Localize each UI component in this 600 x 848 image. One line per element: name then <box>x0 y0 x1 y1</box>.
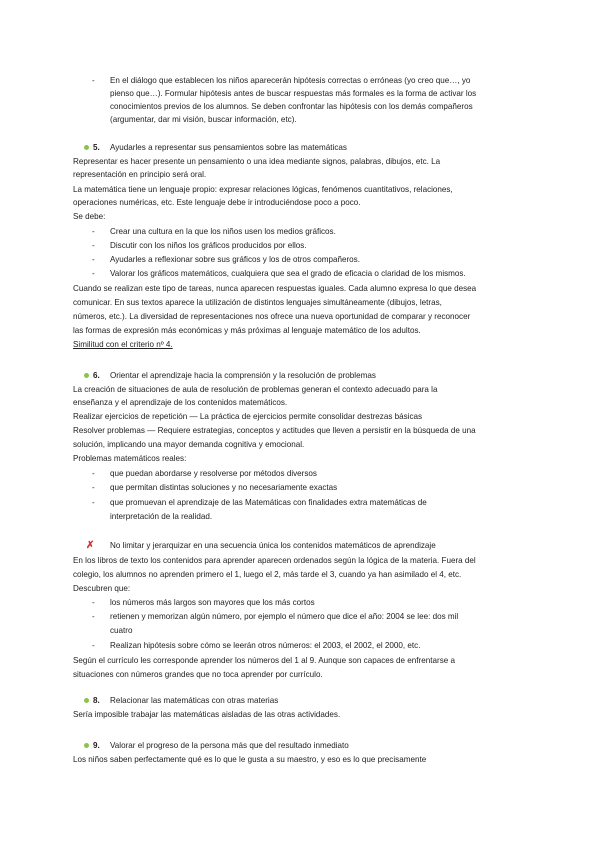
section-5-number: 5. <box>93 143 100 152</box>
s7-list-item: retienen y memorizan algún número, por ejemplo el número que dice el año: 2004 se lee: dos mil <box>110 612 459 621</box>
s5-list-item: Ayudarles a reflexionar sobre sus gráficos y los de otros compañeros. <box>110 255 360 264</box>
s5-p2-line1: La matemática tiene un lenguaje propio: expresar relaciones lógicas, fenómenos cuantitativos, relaciones, <box>73 185 453 194</box>
s5-p3: Se debe: <box>73 212 106 221</box>
dash-marker: - <box>92 469 95 478</box>
s5-p1-line2: representación en principio será oral. <box>73 170 207 179</box>
s5-list-item: Discutir con los niños los gráficos producidos por ellos. <box>110 241 307 250</box>
intro-line-4: (argumentar, dar mi visión, buscar información, etc). <box>110 115 297 124</box>
s6-list-item: que promuevan el aprendizaje de las Matemáticas con finalidades extra matemáticas de <box>110 498 427 507</box>
s7-p2: Descubren que: <box>73 584 131 593</box>
dash-marker: - <box>92 641 95 650</box>
s6-p2: Realizar ejercicios de repetición — La práctica de ejercicios permite consolidar destrezas básicas <box>73 412 423 421</box>
section-6-number: 6. <box>93 371 100 380</box>
s5-p4-line2: comunicar. En sus textos aparece la utilización de distintos lenguajes simultáneamente (dibujos, letras, <box>73 298 442 307</box>
s6-p1-line1: La creación de situaciones de aula de resolución de problemas generan el contexto adecuado para la <box>73 385 438 394</box>
s6-list-item: que puedan abordarse y resolverse por métodos diversos <box>110 469 317 478</box>
dash-marker: - <box>92 269 95 278</box>
dash-marker: - <box>92 598 95 607</box>
dash-marker: - <box>92 241 95 250</box>
dash-marker: - <box>92 76 95 85</box>
section-8-number: 8. <box>93 696 100 705</box>
section-9-bullet-icon <box>84 743 89 748</box>
s5-p2-line2: operaciones numéricas, etc. Este lenguaje debe ir introduciéndose poco a poco. <box>73 198 361 207</box>
s6-p3-line2: solución, implicando una mayor demanda cognitiva y emocional. <box>73 440 305 449</box>
intro-line-3: conocimientos previos de los alumnos. Se deben confrontar las hipótesis con los demás compañeros <box>110 102 473 111</box>
s6-list-item: que permitan distintas soluciones y no necesariamente exactas <box>110 483 338 492</box>
section-5-heading: Ayudarles a representar sus pensamientos sobre las matemáticas <box>110 143 347 152</box>
intro-line-2: pienso que…). Formular hipótesis antes de buscar respuestas más formales es la forma de activar los <box>110 89 477 98</box>
s8-p1: Sería imposible trabajar las matemáticas aisladas de las otras actividades. <box>73 710 341 719</box>
s6-p3-line1: Resolver problemas — Requiere estrategias, conceptos y actitudes que lleven a persistir en la búsqueda de una <box>73 426 476 435</box>
section-9-heading: Valorar el progreso de la persona más que del resultado inmediato <box>110 741 349 750</box>
s6-p4: Problemas matemáticos reales: <box>73 454 187 463</box>
s7-p1-line1: En los libros de texto los contenidos para aprender aparecen ordenados según la lógica de la materia. Fuera del <box>73 556 476 565</box>
section-6-heading: Orientar el aprendizaje hacia la comprensión y la resolución de problemas <box>110 371 376 380</box>
dash-marker: - <box>92 498 95 507</box>
section-9-number: 9. <box>93 741 100 750</box>
s7-list-item: Realizan hipótesis sobre cómo se leerán otros números: el 2003, el 2002, el 2000, etc. <box>110 641 421 650</box>
s5-list-item: Valorar los gráficos matemáticos, cualquiera que sea el grado de eficacia o claridad de los mismos. <box>110 269 466 278</box>
s5-similarity-note: Similitud con el criterio nº 4. <box>73 340 173 349</box>
s7-list-item: los números más largos son mayores que los más cortos <box>110 598 315 607</box>
s5-p4-line4: las formas de expresión más económicas y más próximas al lenguaje matemático de los adultos. <box>73 326 421 335</box>
s9-p1: Los niños saben perfectamente qué es lo que le gusta a su maestro, y eso es lo que precisamente <box>73 755 427 764</box>
s7-p3-line1: Según el currículo les corresponde aprender los números del 1 al 9. Aunque son capaces de enfrentarse a <box>73 656 455 665</box>
s5-p4-line1: Cuando se realizan este tipo de tareas, nunca aparecen respuestas iguales. Cada alumno expresa lo que desea <box>73 284 477 293</box>
s6-p1-line2: enseñanza y el aprendizaje de los contenidos matemáticos. <box>73 398 288 407</box>
dash-marker: - <box>92 612 95 621</box>
section-8-bullet-icon <box>84 698 89 703</box>
dash-marker: - <box>92 255 95 264</box>
s7-p3-line2: situaciones con números grandes que no toca aprender por currículo. <box>73 670 323 679</box>
x-mark-icon: ✗ <box>86 540 95 551</box>
s7-list-item-continued: cuatro <box>110 626 133 635</box>
s5-list-item: Crear una cultura en la que los niños usen los medios gráficos. <box>110 227 336 236</box>
intro-line-1: En el diálogo que establecen los niños aparecerán hipótesis correctas o erróneas (yo creo que…, yo <box>110 76 471 85</box>
section-8-heading: Relacionar las matemáticas con otras materias <box>110 696 279 705</box>
section-7-heading: No limitar y jerarquizar en una secuencia única los contenidos matemáticos de aprendizaje <box>110 541 436 550</box>
s5-p4-line3: números, etc.). La diversidad de representaciones nos ofrece una nueva oportunidad de comparar y reconocer <box>73 312 471 321</box>
section-5-bullet-icon <box>84 145 89 150</box>
dash-marker: - <box>92 483 95 492</box>
section-6-bullet-icon <box>84 373 89 378</box>
s6-list-item-continued: interpretación de la realidad. <box>110 512 213 521</box>
s5-p1-line1: Representar es hacer presente un pensamiento o una idea mediante signos, palabras, dibujos, etc. La <box>73 157 441 166</box>
dash-marker: - <box>92 227 95 236</box>
s7-p1-line2: colegio, los alumnos no aprenden primero el 1, luego el 2, más tarde el 3, cuando ya han asimilado el 4, etc. <box>73 570 462 579</box>
